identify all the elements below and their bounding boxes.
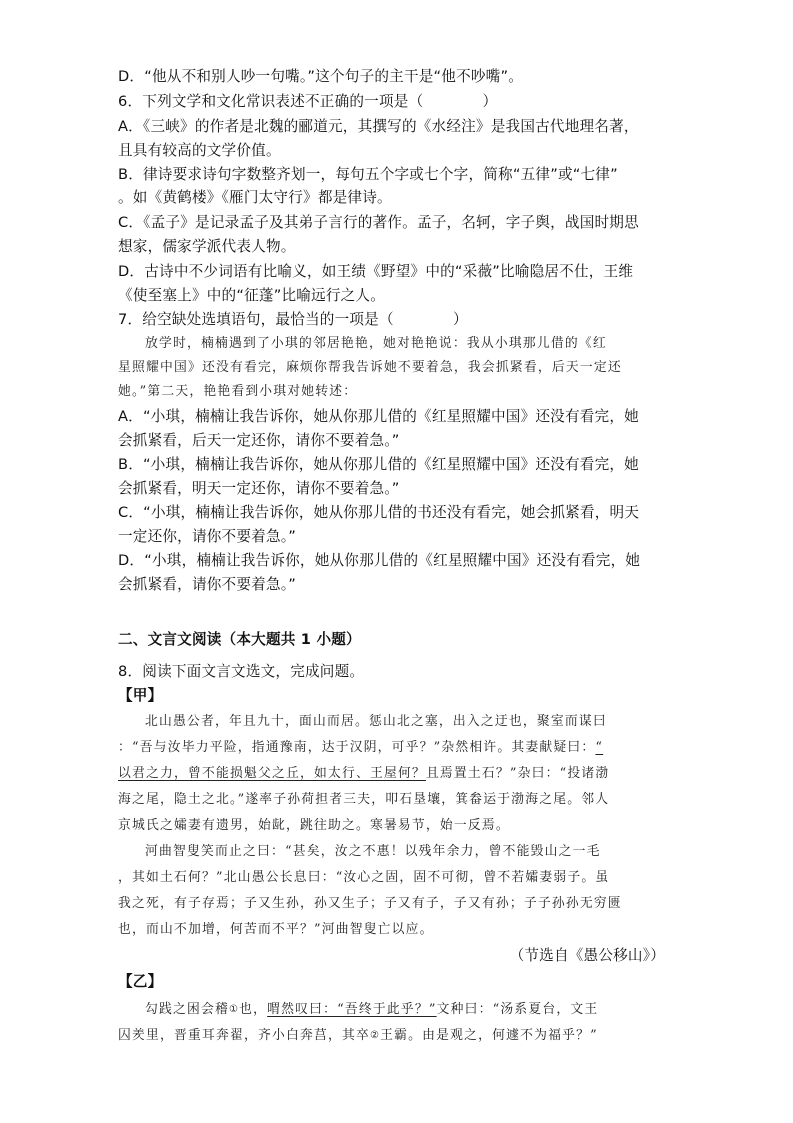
jia-line2: [118, 738, 603, 758]
q6-option-a-line2: 且具有较高的文学价值。: [118, 142, 281, 159]
q5-option-d: D．“他从不和别人吵一句嘴。”这个句子的主干是“他不吵嘴”。: [118, 68, 524, 85]
jia-line8: 我之死，有子存焉；子又生孙，孙又生子；子又有子，子又有孙；子子孙孙无穷匮: [118, 896, 622, 911]
q7-option-c-line1: C．“小琪，楠楠让我告诉你，她从你那儿借的书还没有看完，她会抓紧看，明天: [118, 504, 640, 521]
yi-line2-text-b: 王霸。由是观之，何遽不为福乎？”: [380, 1028, 598, 1043]
q7-option-d-line2: 会抓紧看，请你不要着急。”: [118, 576, 296, 593]
jia-line5: 京城氏之孀妻有遗男，始龀，跳往助之。寒暑易节，始一反焉。: [118, 818, 510, 833]
q7-passage-line1: 放学时，楠楠遇到了小琪的邻居艳艳，她对艳艳说：我从小琪那儿借的《红: [145, 336, 607, 351]
yi-line1: [145, 1000, 598, 1020]
footnote-marker-1: ①: [228, 1004, 240, 1015]
q8-stem: 8．阅读下面文言文选文，完成问题。: [118, 663, 365, 680]
q7-passage-line3: 她。”第二天，艳艳看到小琪对她转述：: [118, 384, 358, 399]
source-citation: （节选自《愚公移山》）: [509, 947, 665, 964]
yi-line1-text-a: 勾践之困会稽: [145, 1002, 229, 1017]
q7-option-b-line2: 会抓紧看，明天一定还你，请你不要着急。”: [118, 480, 400, 497]
q7-option-a-line2: 会抓紧看，后天一定还你，请你不要着急。”: [118, 432, 400, 449]
jia-line3-underlined: 以君之力，曾不能损魁父之丘，如太行、王屋何？: [118, 766, 426, 781]
q7-option-d-line1: D．“小琪，楠楠让我告诉你，她从你那儿借的《红星照耀中国》还没有看完，她: [118, 552, 641, 569]
jia-line2-underlined: “: [595, 740, 604, 755]
q7-stem: 7．给空缺处选填语句，最恰当的一项是（ ）: [118, 311, 468, 328]
yi-line1-text-b: 也，: [239, 1002, 268, 1017]
yi-line1-underlined: 喟然叹曰：“吾终于此乎？”: [267, 1002, 437, 1017]
jia-line4: 海之尾，隐土之北。”遂率子孙荷担者三夫，叩石垦壤，箕畚运于渤海之尾。邻人: [118, 792, 610, 807]
yi-line2-text-a: 囚羑里，晋重耳奔翟，齐小白奔莒，其卒: [118, 1028, 370, 1043]
q6-option-b-line1: B．律诗要求诗句字数整齐划一，每句五个字或七个字，简称“五律”或“七律”: [118, 166, 618, 183]
q6-option-c-line2: 想家，儒家学派代表人物。: [118, 238, 296, 255]
jia-line3-text: 且焉置土石？”杂曰：“投诸渤: [425, 766, 610, 781]
jia-line1: 北山愚公者，年且九十，面山而居。惩山北之塞，出入之迂也，聚室而谋曰: [145, 714, 607, 729]
q6-stem: 6．下列文学和文化常识表述不正确的一项是（ ）: [118, 93, 498, 110]
q6-option-b-line2: 。如《黄鹤楼》《雁门太守行》都是律诗。: [118, 189, 392, 206]
yi-label: 【乙】: [118, 973, 163, 990]
section-heading: 二、文言文阅读（本大题共 1 小题）: [118, 631, 361, 648]
jia-line7: ，其如土石何？”北山愚公长息曰：“汝心之固，固不可彻，曾不若孀妻弱子。虽: [118, 870, 610, 885]
jia-line3: [118, 764, 609, 784]
q7-passage-line2: 星照耀中国》还没有看完，麻烦你帮我告诉她不要着急，我会抓紧看，后天一定还: [118, 360, 622, 375]
jia-line2-text: ：“吾与汝毕力平险，指通豫南，达于汉阴，可乎？”杂然相许。其妻献疑曰：: [118, 740, 596, 755]
jia-label: 【甲】: [118, 687, 163, 704]
q6-option-d-line2: 《使至塞上》中的“征蓬”比喻远行之人。: [118, 287, 386, 304]
yi-line1-text-c: 文种曰：“汤系夏台，文王: [436, 1002, 599, 1017]
q7-option-a-line1: A．“小琪，楠楠让我告诉你，她从你那儿借的《红星照耀中国》还没有看完，她: [118, 408, 639, 425]
q6-option-a-line1: A．《三峡》的作者是北魏的郦道元，其撰写的《水经注》是我国古代地理名著，: [118, 118, 639, 135]
footnote-marker-2: ②: [369, 1030, 381, 1041]
q6-option-c-line1: C．《孟子》是记录孟子及其弟子言行的著作。孟子，名轲，字子舆，战国时期思: [118, 214, 639, 231]
jia-line9: 也，而山不加增，何苦而不平？”河曲智叟亡以应。: [118, 922, 434, 937]
jia-line6: 河曲智叟笑而止之曰：“甚矣，汝之不惠！以残年余力，曾不能毁山之一毛: [145, 844, 601, 859]
q6-option-d-line1: D．古诗中不少词语有比喻义，如王绩《野望》中的“采薇”比喻隐居不仕，王维: [118, 263, 634, 280]
yi-line2: [118, 1026, 598, 1046]
q7-option-b-line1: B．“小琪，楠楠让我告诉你，她从你那儿借的《红星照耀中国》还没有看完，她: [118, 456, 639, 473]
q7-option-c-line2: 一定还你，请你不要着急。”: [118, 528, 296, 545]
